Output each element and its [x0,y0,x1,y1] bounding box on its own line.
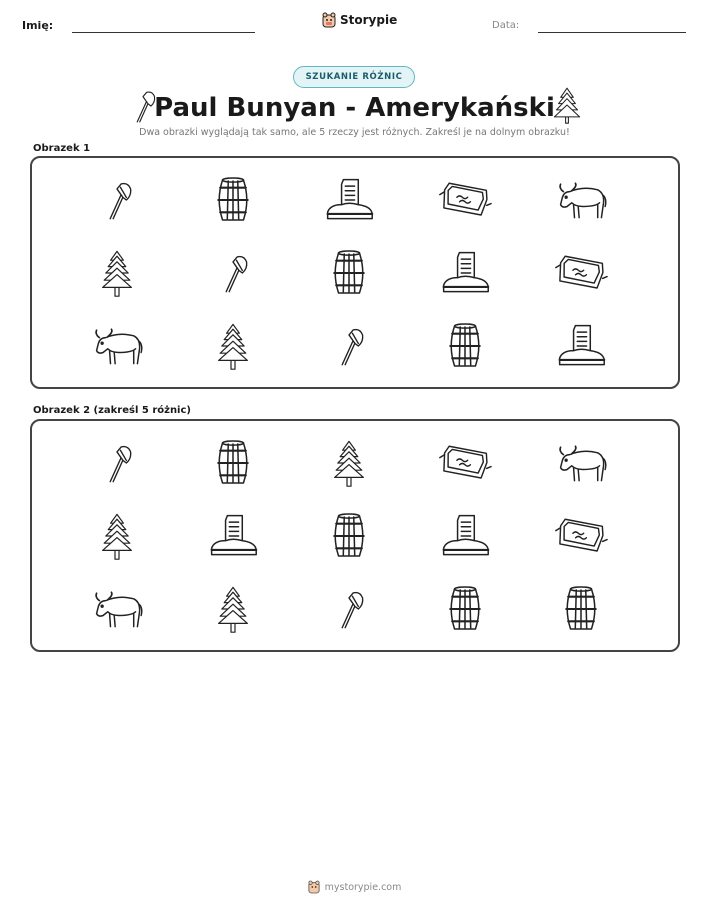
brand-name: Storypie [340,13,398,27]
name-field[interactable] [72,32,255,33]
barrel-icon[interactable] [294,501,404,571]
boot-icon[interactable] [410,501,520,571]
boot-icon [294,165,404,235]
griddle-icon[interactable] [526,501,636,571]
barrel-icon[interactable] [526,574,636,644]
barrel-icon[interactable] [178,428,288,498]
griddle-icon[interactable] [410,428,520,498]
tree-icon [62,238,172,308]
storypie-logo-icon [308,880,320,894]
axe-icon [178,238,288,308]
boot-icon [410,238,520,308]
axe-icon[interactable] [62,428,172,498]
axe-icon [294,311,404,381]
picture-2-panel[interactable] [30,419,680,652]
footer [0,880,709,894]
barrel-icon [294,238,404,308]
storypie-logo-icon [322,12,336,28]
tree-icon [178,311,288,381]
instructions: Dwa obrazki wyglądają tak samo, ale 5 rzeczy jest różnych. Zakreśl je na dolnym obrazku! [139,127,570,138]
griddle-icon [410,165,520,235]
griddle-icon [526,238,636,308]
ox-icon [62,311,172,381]
boot-icon[interactable] [178,501,288,571]
date-label: Data: [492,20,520,31]
axe-icon[interactable] [294,574,404,644]
ox-icon[interactable] [62,574,172,644]
tree-icon[interactable] [62,501,172,571]
picture-2-label: Obrazek 2 (zakreśl 5 różnic) [33,405,191,416]
page-title: Paul Bunyan - Amerykański [154,93,555,123]
picture-1-label: Obrazek 1 [33,143,91,154]
barrel-icon [410,311,520,381]
picture-1-panel [30,156,680,389]
ox-icon [526,165,636,235]
ox-icon[interactable] [526,428,636,498]
boot-icon [526,311,636,381]
name-label: Imię: [22,19,54,32]
brand-logo [322,12,397,28]
tree-icon[interactable] [294,428,404,498]
activity-badge: SZUKANIE RÓŻNIC [293,66,415,88]
barrel-icon [178,165,288,235]
tree-icon[interactable] [178,574,288,644]
footer-url: mystorypie.com [324,881,402,893]
axe-icon [62,165,172,235]
barrel-icon[interactable] [410,574,520,644]
tree-icon [553,85,581,129]
date-field[interactable] [538,32,686,33]
